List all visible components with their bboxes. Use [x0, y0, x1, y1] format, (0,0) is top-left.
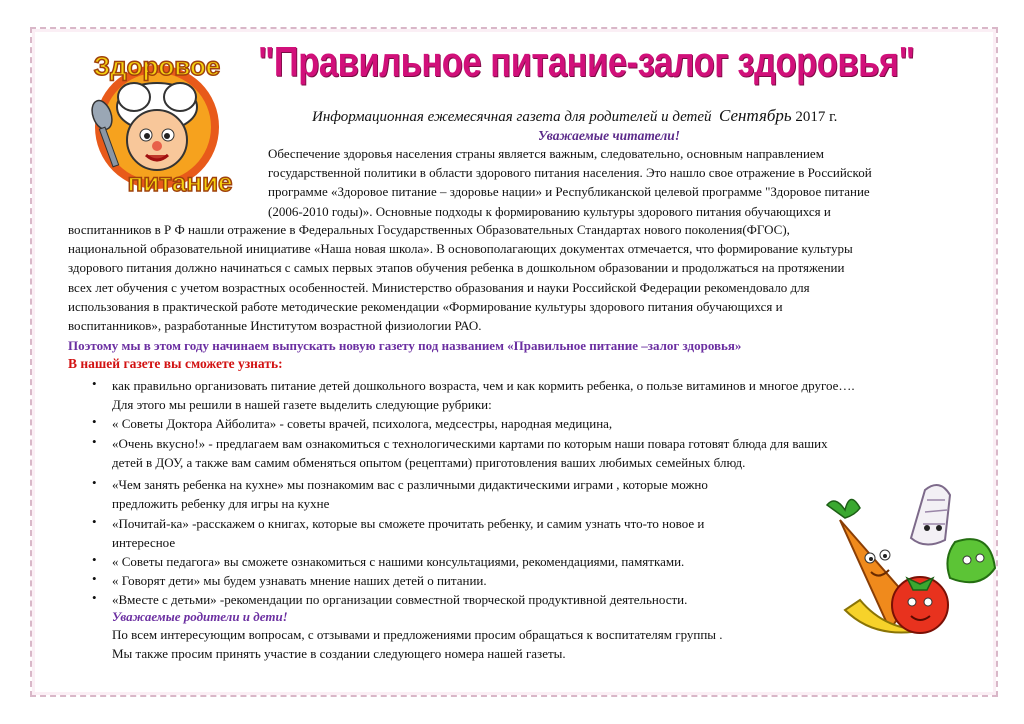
bullet-line: « Говорят дети» мы будем узнавать мнение наших детей о питании. [112, 573, 487, 588]
newspaper-title: "Правильное питание-залог здоровья" [258, 38, 915, 85]
bullet-item [112, 571, 487, 590]
bullet-line: детей в ДОУ, а также вам самим обменяться опытом (рецептами) приготовления ваших любимых семейных блюд. [112, 455, 746, 471]
body-line: воспитанников», разработанные Институтом возрастной физиологии РАО. [68, 318, 482, 334]
bullet-marker: • [92, 434, 97, 449]
bullet-item [112, 475, 708, 513]
greeting-readers: Уважаемые читатели! [538, 128, 681, 143]
subtitle [312, 106, 932, 126]
body-line: воспитанников в Р Ф нашли отражение в Федеральных Государственных Образовательных Стандартах нового поколения(ФГОС), [68, 222, 790, 237]
bullet-line: « Советы Доктора Айболита» - советы врачей, психолога, медсестры, народная медицина, [112, 416, 613, 431]
body-line: национальной образовательной инициативе «Наша новая школа». В основополагающих документах отмечается, что формирование культуры [68, 241, 853, 257]
vegetables-illustration [815, 480, 1005, 640]
bullet-marker: • [92, 590, 97, 605]
logo-top-text: Здоровое [93, 51, 221, 81]
greeting-parents: Уважаемые родители и дети! [112, 609, 288, 624]
intro-line: программе «Здоровое питание – здоровье нации» и Республиканской целевой программе "Здоровое питание [268, 184, 870, 200]
bullet-item [112, 414, 612, 433]
body-paragraph [68, 220, 853, 335]
closing-paragraph [112, 625, 723, 663]
intro-line: государственной политики в области здорового питания населения. Это нашло свое отражение в Российской [268, 165, 872, 181]
bullet-marker: • [92, 475, 97, 490]
bullet-line: Для этого мы решили в нашей газете выделить следующие рубрики: [112, 397, 492, 413]
logo-bottom-text: питание [127, 167, 233, 197]
bullet-line: «Очень вкусно!» - предлагаем вам ознакомиться с технологическими картами по которым наши повара готовят блюда для ваших [112, 436, 828, 451]
bullet-marker: • [92, 552, 97, 567]
bullet-marker: • [92, 571, 97, 586]
body-line: здорового питания должно начинаться с самых первых этапов обучения ребенка в дошкольном образовании и продолжаться на протяжении [68, 260, 845, 276]
bullet-line: предложить ребенку для игры на кухне [112, 496, 330, 512]
bullet-line: «Вместе с детьми» -рекомендации по организации совместной творческой продуктивной деятельности. [112, 592, 688, 607]
bullet-marker: • [92, 376, 97, 391]
healthy-food-logo [62, 45, 252, 205]
intro-line: (2006-2010 годы)». Основные подходы к формированию культуры здорового питания обучающихся и [268, 203, 831, 219]
bullet-line: интересное [112, 535, 176, 551]
bullet-item [112, 552, 684, 571]
bullet-item [112, 376, 855, 414]
intro-line: Обеспечение здоровья населения страны является важным, следовательно, основным направлением [268, 146, 824, 161]
bullet-line: «Почитай-ка» -расскажем о книгах, которые вы сможете прочитать ребенку, и самим узнать что-то новое и [112, 516, 705, 531]
bullet-item [112, 514, 704, 552]
bullet-marker: • [92, 514, 97, 529]
intro-paragraph [268, 144, 872, 221]
body-line: всех лет обучения с учетом возрастных особенностей. Министерство образования и науки Российской Федерации рекомендовало для [68, 279, 810, 295]
bullet-item [112, 434, 828, 472]
announcement: Поэтому мы в этом году начинаем выпускать новую газету под названием «Правильное питание –залог здоровья» [68, 338, 742, 353]
body-line: использования в практической работе методические рекомендации «Формирование культуры здорового питания обучающихся и [68, 298, 783, 314]
bullet-line: «Чем занять ребенка на кухне» мы познакомим вас с различными дидактическими играми , которые можно [112, 477, 708, 492]
closing-line: По всем интересующим вопросам, с отзывами и предложениями просим обращаться к воспитателям группы . [112, 627, 723, 642]
issue-month: Сентябрь [719, 106, 792, 125]
bullet-line: как правильно организовать питание детей дошкольного возраста, чем и как кормить ребенка, о пользе витаминов и многое другое…. [112, 378, 855, 393]
bullet-marker: • [92, 414, 97, 429]
issue-year: 2017 г. [795, 109, 838, 125]
bullet-line: « Советы педагога» вы сможете ознакомиться с нашими консультациями, рекомендациями, памятками. [112, 554, 685, 569]
bullet-item [112, 590, 687, 609]
subtitle-text: Информационная ежемесячная газета для родителей и детей [312, 109, 712, 125]
learn-heading: В нашей газете вы сможете узнать: [68, 356, 283, 371]
closing-line: Мы также просим принять участие в создании следующего номера нашей газеты. [112, 646, 566, 662]
